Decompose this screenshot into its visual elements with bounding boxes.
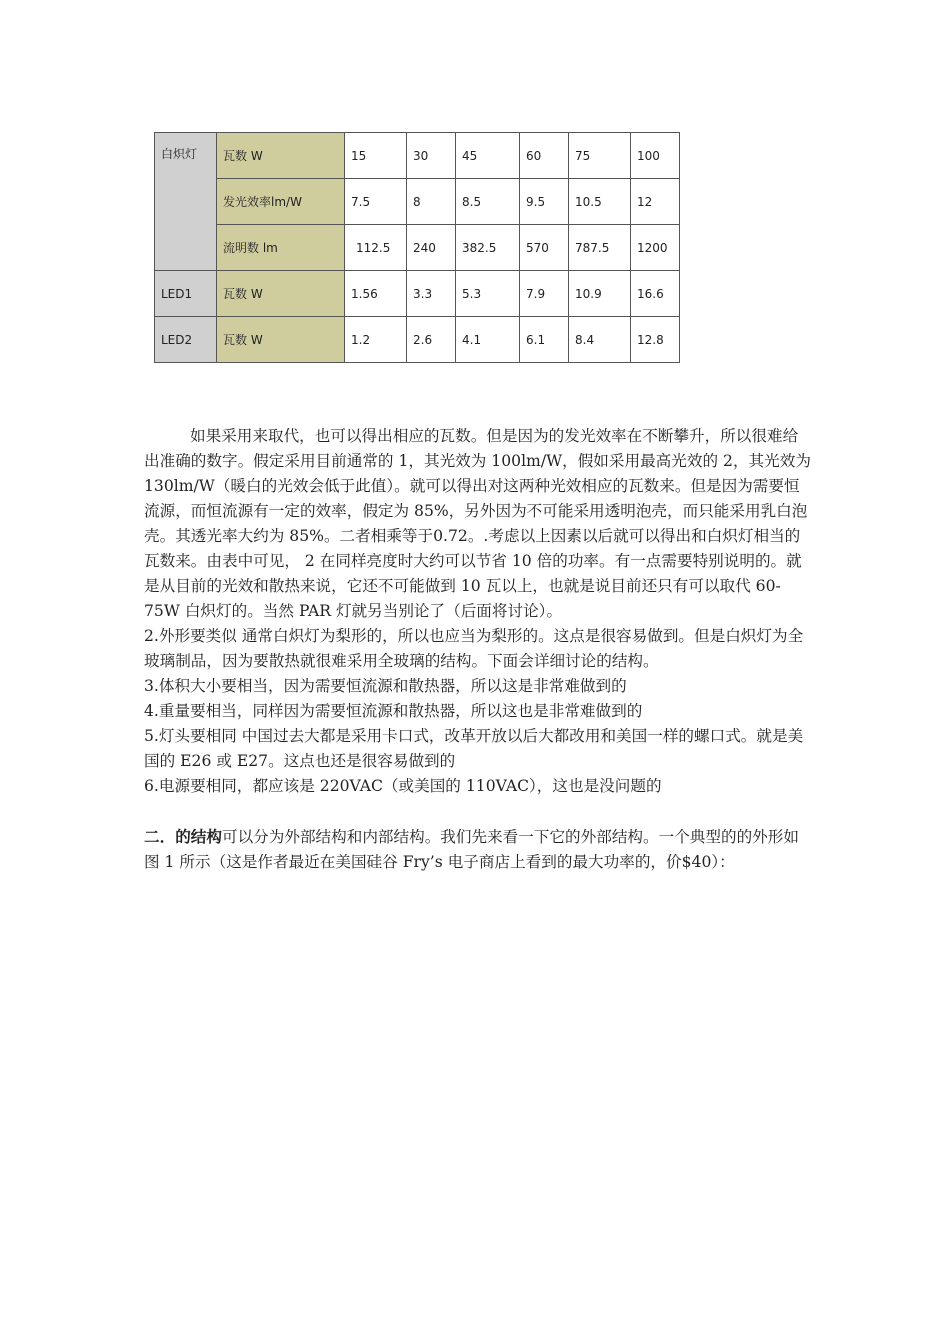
paragraph-spacer xyxy=(144,799,812,824)
table-cell: 112.5 xyxy=(345,225,407,271)
table-cell: 45 xyxy=(456,133,520,179)
table-cell: 787.5 xyxy=(569,225,631,271)
group-label-led2: LED2 xyxy=(155,317,217,363)
table-cell: 100 xyxy=(631,133,680,179)
table-cell: 570 xyxy=(520,225,569,271)
table-cell: 75 xyxy=(569,133,631,179)
row-label: 瓦数 W xyxy=(217,317,345,363)
row-label: 瓦数 W xyxy=(217,133,345,179)
table-cell: 240 xyxy=(407,225,456,271)
table-cell: 382.5 xyxy=(456,225,520,271)
table-cell: 30 xyxy=(407,133,456,179)
group-label-incandescent: 白炽灯 xyxy=(155,133,217,271)
table-cell: 15 xyxy=(345,133,407,179)
list-item: 5.灯头要相同 中国过去大都是采用卡口式，改革开放以后大都改用和美国一样的螺口式。就是美国的 E26 或 E27。这点也还是很容易做到的 xyxy=(144,727,804,770)
row-label: 瓦数 W xyxy=(217,271,345,317)
group-label-led1: LED1 xyxy=(155,271,217,317)
table-cell: 5.3 xyxy=(456,271,520,317)
document-body xyxy=(144,424,812,875)
table-cell: 7.5 xyxy=(345,179,407,225)
table-cell: 4.1 xyxy=(456,317,520,363)
row-label: 发光效率lm/W xyxy=(217,179,345,225)
table-cell: 7.9 xyxy=(520,271,569,317)
table-row xyxy=(155,271,680,317)
table-row xyxy=(155,225,680,271)
table-cell: 60 xyxy=(520,133,569,179)
table-cell: 1.2 xyxy=(345,317,407,363)
section-paragraph xyxy=(144,824,812,875)
table-cell: 16.6 xyxy=(631,271,680,317)
table-cell: 12.8 xyxy=(631,317,680,363)
table-cell: 10.9 xyxy=(569,271,631,317)
list-item: 6.电源要相同，都应该是 220VAC（或美国的 110VAC），这也是没问题的 xyxy=(144,777,662,795)
table-cell: 8.5 xyxy=(456,179,520,225)
list-item: 3.体积大小要相当，因为需要恒流源和散热器，所以这是非常难做到的 xyxy=(144,677,627,695)
table-cell: 8 xyxy=(407,179,456,225)
table-cell: 3.3 xyxy=(407,271,456,317)
table-cell: 9.5 xyxy=(520,179,569,225)
table-cell: 8.4 xyxy=(569,317,631,363)
table-cell: 2.6 xyxy=(407,317,456,363)
section-heading: 二．的结构 xyxy=(144,827,222,846)
table-cell: 1200 xyxy=(631,225,680,271)
table-cell: 10.5 xyxy=(569,179,631,225)
table-cell: 6.1 xyxy=(520,317,569,363)
table-row xyxy=(155,179,680,225)
section-text: 可以分为外部结构和内部结构。我们先来看一下它的外部结构。一个典型的的外形如图 1 所示（这是作者最近在美国硅谷 Fry’s 电子商店上看到的最大功率的，价$40）： xyxy=(144,828,799,871)
table-row xyxy=(155,317,680,363)
lumen-comparison-table xyxy=(154,132,680,363)
table-cell: 12 xyxy=(631,179,680,225)
list-item: 2.外形要类似 通常白炽灯为梨形的，所以也应当为梨形的。这点是很容易做到。但是白炽灯为全玻璃制品，因为要散热就很难采用全玻璃的结构。下面会详细讨论的结构。 xyxy=(144,627,804,670)
list-item: 4.重量要相当，同样因为需要恒流源和散热器，所以这也是非常难做到的 xyxy=(144,702,643,720)
row-label: 流明数 lm xyxy=(217,225,345,271)
table-cell: 1.56 xyxy=(345,271,407,317)
table-row xyxy=(155,133,680,179)
paragraph: 如果采用来取代，也可以得出相应的瓦数。但是因为的发光效率在不断攀升，所以很难给出准确的数字。假定采用目前通常的 1，其光效为 100lm/W，假如采用最高光效的 2，其光效为 130lm/W（暖白的光效会低于此值）。就可以得出对这两种光效相应的瓦数来。但是因为需要恒流源，而恒流源有一定的效率，假定为 85%，另外因为不可能采用透明泡壳，而只能采用乳白泡壳。其透光率大约为 85%。二者相乘等于0.72。.考虑以上因素以后就可以得出和白炽灯相当的瓦数来。由表中可见， 2 在同样亮度时大约可以节省 10 倍的功率。有一点需要特别说明的。就是从目前的光效和散热来说，它还不可能做到 10 瓦以上，也就是说目前还只有可以取代 60-75W 白炽灯的。当然 PAR 灯就另当别论了（后面将讨论）。 xyxy=(144,427,811,620)
